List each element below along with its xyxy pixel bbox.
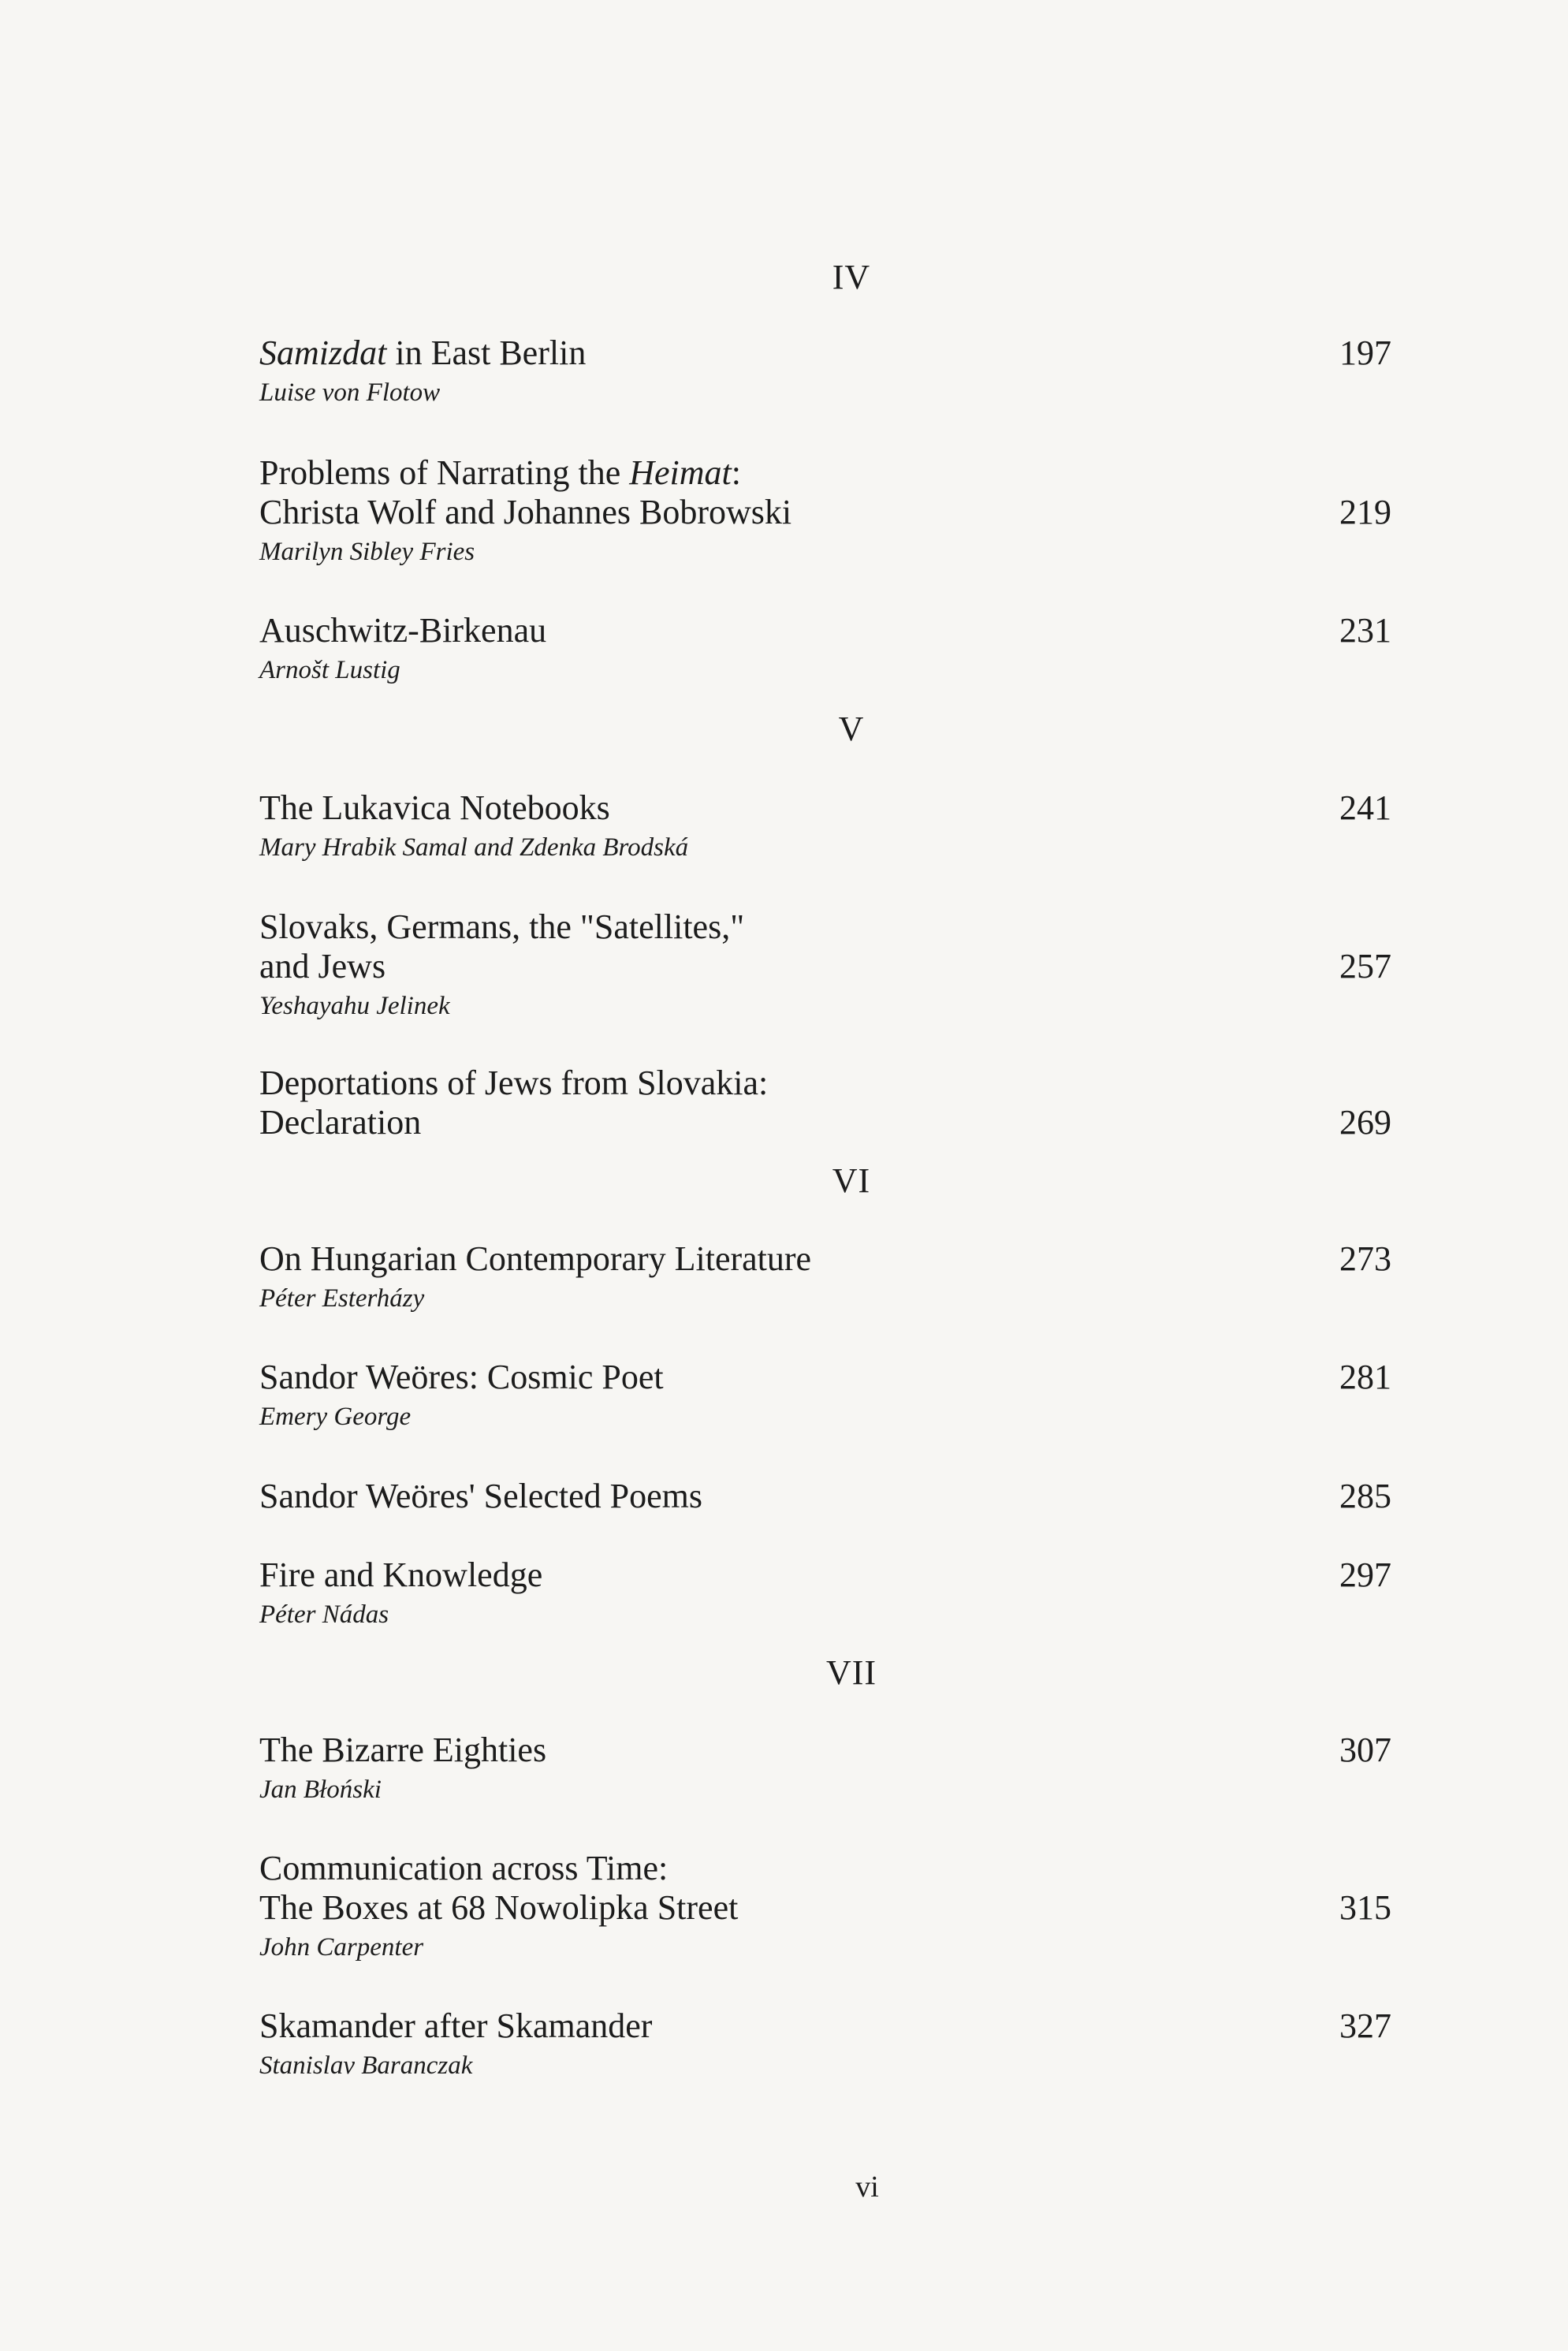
entry-title-line-2: The Boxes at 68 Nowolipka Street (259, 1888, 739, 1927)
entry-title: The Bizarre Eighties (259, 1731, 547, 1769)
entry-author: John Carpenter (259, 1933, 424, 1962)
entry-title-suffix: : (731, 453, 741, 492)
entry-title-italic: Heimat (629, 453, 732, 492)
entry-author: Emery George (259, 1403, 412, 1431)
entry-author: Arnošt Lustig (259, 656, 400, 684)
entry-title: Auschwitz-Birkenau (259, 611, 547, 650)
entry-author: Yeshayahu Jelinek (259, 992, 450, 1020)
entry-page-number: 273 (1339, 1239, 1391, 1278)
entry-title-italic: Samizdat (259, 333, 387, 372)
section-heading-vii: VII (825, 1653, 877, 1692)
toc-entry (259, 453, 1391, 568)
toc-entry (259, 611, 1391, 687)
toc-entry (259, 1358, 1391, 1433)
entry-title-line-2: Christa Wolf and Johannes Bobrowski (259, 493, 792, 531)
toc-entry (259, 788, 1391, 864)
toc-entry (259, 1556, 1391, 1631)
entry-title: The Lukavica Notebooks (259, 788, 610, 827)
entry-page-number: 285 (1339, 1477, 1391, 1515)
entry-title-rest: in East Berlin (386, 333, 587, 372)
toc-entry (259, 1849, 1391, 1964)
entry-page-number: 297 (1339, 1556, 1391, 1594)
toc-entry (259, 1731, 1391, 1806)
entry-title-line-2: and Jews (259, 947, 386, 985)
entry-title: Skamander after Skamander (259, 2006, 653, 2045)
entry-page-number: 281 (1339, 1358, 1391, 1396)
entry-title: On Hungarian Contemporary Literature (259, 1239, 812, 1278)
toc-entry (259, 1477, 1391, 1516)
entry-title-line-2: Declaration (259, 1103, 422, 1142)
entry-title: Fire and Knowledge (259, 1556, 543, 1594)
entry-author: Mary Hrabik Samal and Zdenka Brodská (259, 833, 689, 862)
entry-page-number: 231 (1339, 611, 1391, 650)
entry-title-prefix: Problems of Narrating the (259, 453, 630, 492)
entry-title-line-1: Deportations of Jews from Slovakia: (259, 1064, 769, 1102)
entry-page-number: 241 (1339, 788, 1391, 827)
entry-title: Sandor Weöres: Cosmic Poet (259, 1358, 664, 1396)
toc-entry (259, 907, 1391, 1023)
entry-author: Péter Nádas (259, 1600, 389, 1629)
toc-entry (259, 1239, 1391, 1315)
section-heading-v: V (838, 710, 865, 748)
entry-author: Jan Błoński (259, 1775, 382, 1804)
section-heading-vi: VI (832, 1161, 871, 1200)
entry-page-number: 197 (1339, 333, 1391, 372)
entry-page-number: 219 (1339, 493, 1391, 531)
toc-entry (259, 2006, 1391, 2082)
entry-title-line-1: Slovaks, Germans, the "Satellites," (259, 907, 745, 946)
entry-page-number: 327 (1339, 2006, 1391, 2045)
entry-title-line-1: Communication across Time: (259, 1849, 669, 1887)
entry-page-number: 315 (1339, 1888, 1391, 1927)
entry-title (259, 333, 1391, 373)
entry-title: Sandor Weöres' Selected Poems (259, 1477, 703, 1515)
toc-entry (259, 333, 1391, 409)
entry-page-number: 307 (1339, 1731, 1391, 1769)
entry-title-line-1 (259, 453, 1391, 493)
entry-author: Stanislav Baranczak (259, 2051, 473, 2080)
toc-entry (259, 1064, 1391, 1142)
entry-page-number: 257 (1339, 947, 1391, 985)
entry-page-number: 269 (1339, 1103, 1391, 1142)
entry-author: Luise von Flotow (259, 378, 441, 407)
section-heading-iv: IV (832, 258, 871, 296)
entry-author: Marilyn Sibley Fries (259, 538, 475, 566)
entry-author: Péter Esterházy (259, 1284, 425, 1313)
page-folio: vi (855, 2170, 879, 2204)
